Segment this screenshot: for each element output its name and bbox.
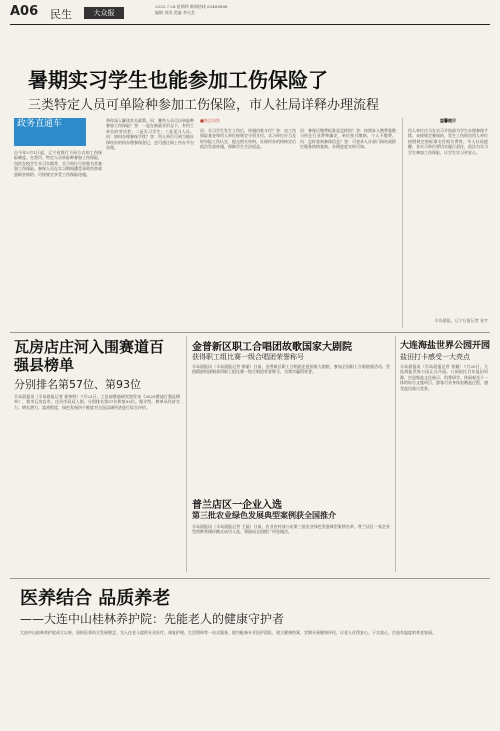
lead-column-3: 问：实习学生发生工伤后，待遇由谁支付？答：由工伤保险基金和用人单位按规定分别支付。实习单位应当及时申报工伤认定，提交相关材料，社保经办机构核定后依法发放待遇，保障学生合法权益。 <box>200 128 296 150</box>
lead-byline: 半岛晨报、辽宁日报记者 张宇 <box>434 318 488 323</box>
story6-headline: 医养结合 品质养老 <box>20 588 171 609</box>
section-tag: 政务直通车 <box>14 118 86 146</box>
story3-headline: 金普新区职工合唱团故歌国家大剧院 <box>192 342 352 353</box>
story4-text: 半岛晨报讯（半岛晨报记者 张颖）7月20日，大连海盐世界公园正式开园。公园依托百年盐田资源，打造集盐文化展示、科普研学、休闲观光于一体的综合文旅项目，游客可亲身体验晒盐过程，感受盐田落日美景。 <box>400 364 488 391</box>
section-name: 民生 <box>50 8 72 21</box>
story3-text: 半岛晨报讯（半岛晨报记者 徐丽）日前，金普新区职工合唱团走进国家大剧院，参加全国职工合唱展演活动，凭借精湛的演唱获得职工组比赛一级合唱团荣誉称号，为我市赢得荣誉。 <box>192 364 390 375</box>
divider <box>10 332 490 333</box>
story2-subheadline: 分别排名第57位、第93位 <box>14 378 141 391</box>
lead-column-1: 自今年5月1日起，辽宁省推行不同方式的工伤保险制度。在我市，特定人员单险种参加工伤保险，包括在校学生实习实践等，实习单位可单独为其参加工伤保险。参保人员在实习期间遭受事故伤害或患职业病的，可按规定享受工伤保险待遇。 <box>14 150 102 177</box>
qa-section <box>200 118 400 124</box>
lead-subheadline: 三类特定人员可单险种参加工伤保险，市人社局详释办理流程 <box>28 98 380 113</box>
page-header <box>10 4 490 25</box>
lead-headline: 暑期实习学生也能参加工伤保险了 <box>28 68 328 92</box>
qa-title: ■热点问答 <box>200 118 220 123</box>
lead-column-2: 带你深入解读有关政策。问：哪些人员可以单险种参加工伤保险？答：一是在新就业形态下，有用工单位的劳动者；二是实习学生；三是见习人员。问：如何办理参保手续？答：用人单位可到当地社保经办机构办理参保登记，也可通过网上经办平台办理。 <box>106 118 194 151</box>
column-divider <box>186 336 187 572</box>
side-box <box>408 118 488 124</box>
story5-subheadline: 第三批农业绿色发展典型案例获全国推介 <box>192 511 336 520</box>
page-number: A06 <box>10 4 39 19</box>
story6-subheadline: ——大连中山桂林养护院：先能老人的健康守护者 <box>20 612 285 626</box>
story5-text: 半岛晨报讯（半岛晨报记者 王磊）日前，农业农村部公布第三批农业绿色发展典型案例名单，普兰店区一家企业凭借种养循环模式成功入选，将面向全国推广经验做法。 <box>192 524 390 535</box>
story3-subheadline: 获得职工组比赛一级合唱团荣誉称号 <box>192 353 304 361</box>
header-meta <box>155 4 228 16</box>
lead-column-4: 问：参保后缴费标准是怎样的？答：按照本人缴费基数与所在行业费率确定，单位按月缴纳，个人不缴费。问：怎样查询参保信息？答：可登录人社部门网站或拨打服务热线查询，办理进度实时可知。 <box>300 128 396 150</box>
issue-date: 2025.7.24 星期四 新闻热线 82488888 <box>155 4 228 9</box>
story6-text: 大连中山桂林养护院成立以来，坚持医养结合发展理念，为入住老人提供专业医疗、康复护理、生活照料等一站式服务。院内配备专业医护团队，建立健康档案，定期开展健康评估，让老人住得安心、子女放心，打造有温度的养老家园。 <box>20 630 436 635</box>
story4-headline: 大连海盐世界公园开园 <box>400 341 491 351</box>
story4-subheadline: 盐田打卡感受一大亮点 <box>400 353 470 361</box>
story2-text: 半岛晨报讯（半岛晨报记者 郭伟明）7月23日，工信部赛迪研究院发布《2025赛迪百强县榜单》，我市瓦房店市、庄河市双双入围，分别排名第57位和第93位。据介绍，榜单从经济实力、增长潜力、富裕程度、绿色发展四个维度对全国县域经济进行综合评价。 <box>14 394 180 410</box>
column-divider <box>395 336 396 572</box>
story2-headline: 瓦房店庄河入围赛道百强县榜单 <box>14 338 165 374</box>
editors: 编辑 刘涛 美编 李凡美 <box>155 10 195 15</box>
newspaper-logo: 大众报 <box>84 7 124 19</box>
column-divider <box>402 118 403 328</box>
side-title: 温馨提示 <box>440 118 456 123</box>
side-text: 用人单位应当在实习开始前为学生办理参保手续，未按规定参保的，发生工伤时由用人单位按照规定的标准支付相关费用。市人社局提醒，各实习单位要切实履行责任，依法为实习学生参加工伤保险，让学生实习更安心。 <box>408 128 488 155</box>
divider <box>10 578 490 579</box>
story5-headline: 普兰店区一企业入选 <box>192 500 282 511</box>
